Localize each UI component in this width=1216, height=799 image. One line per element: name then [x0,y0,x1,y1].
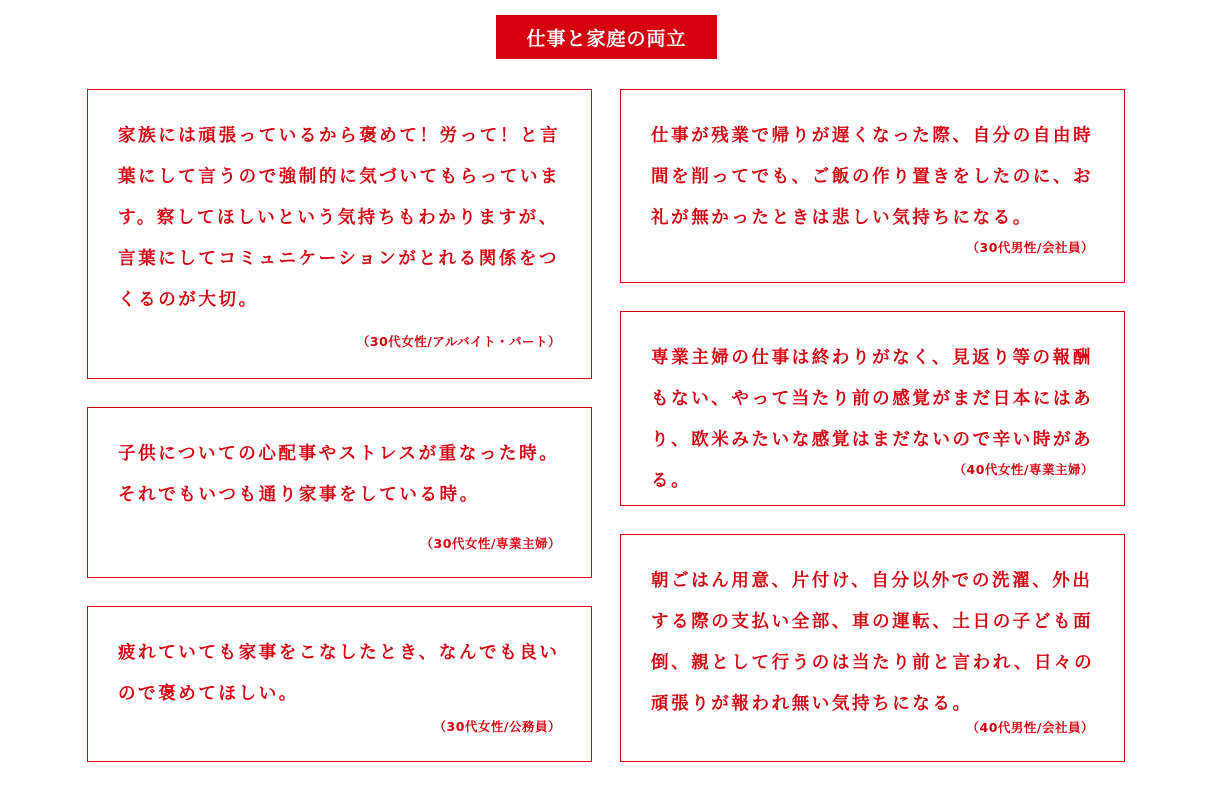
comment-text: 家族には頑張っているから褒めて！労って！と言葉にして言うので強制的に気づいてもらっています。察してほしいという気持ちもわかりますが、言葉にしてコミュニケーションがとれる関係をつくるのが大切。 [118,126,561,310]
comment-attribution: （30代男性/会社員） [966,240,1094,255]
comment-text: 専業主婦の仕事は終わりがなく、見返り等の報酬もない、やって当たり前の感覚がまだ日本にはあり、欧米みたいな感覚はまだないので辛い時がある。 [651,348,1094,491]
comment-text: 疲れていても家事をこなしたとき、なんでも良いので褒めてほしい。 [118,643,560,704]
comment-attribution: （40代女性/専業主婦） [953,462,1094,477]
comment-text: 仕事が残業で帰りが遅くなった際、自分の自由時間を削ってでも、ご飯の作り置きをしたのに、お礼が無かったときは悲しい気持ちになる。 [651,126,1094,228]
comment-attribution: （40代男性/会社員） [966,720,1094,735]
comment-attribution: （30代女性/アルバイト・パート） [356,334,561,349]
comment-card-2 [87,407,592,578]
comment-card-1 [87,89,592,379]
comment-text: 朝ごはん用意、片付け、自分以外での洗濯、外出する際の支払い全部、車の運転、土日の子ども面倒、親として行うのは当たり前と言われ、日々の頑張りが報われ無い気持ちになる。 [651,571,1095,714]
comment-card-5 [620,311,1125,506]
comment-attribution: （30代女性/専業主婦） [420,536,561,551]
comment-card-3 [87,606,592,762]
comment-card-4 [620,89,1125,283]
comment-text: 子供についての心配事やストレスが重なった時。それでもいつも通り家事をしている時。 [118,444,560,505]
comment-card-6 [620,534,1125,762]
page-title: 仕事と家庭の両立 [496,15,717,59]
comment-attribution: （30代女性/公務員） [433,719,561,734]
